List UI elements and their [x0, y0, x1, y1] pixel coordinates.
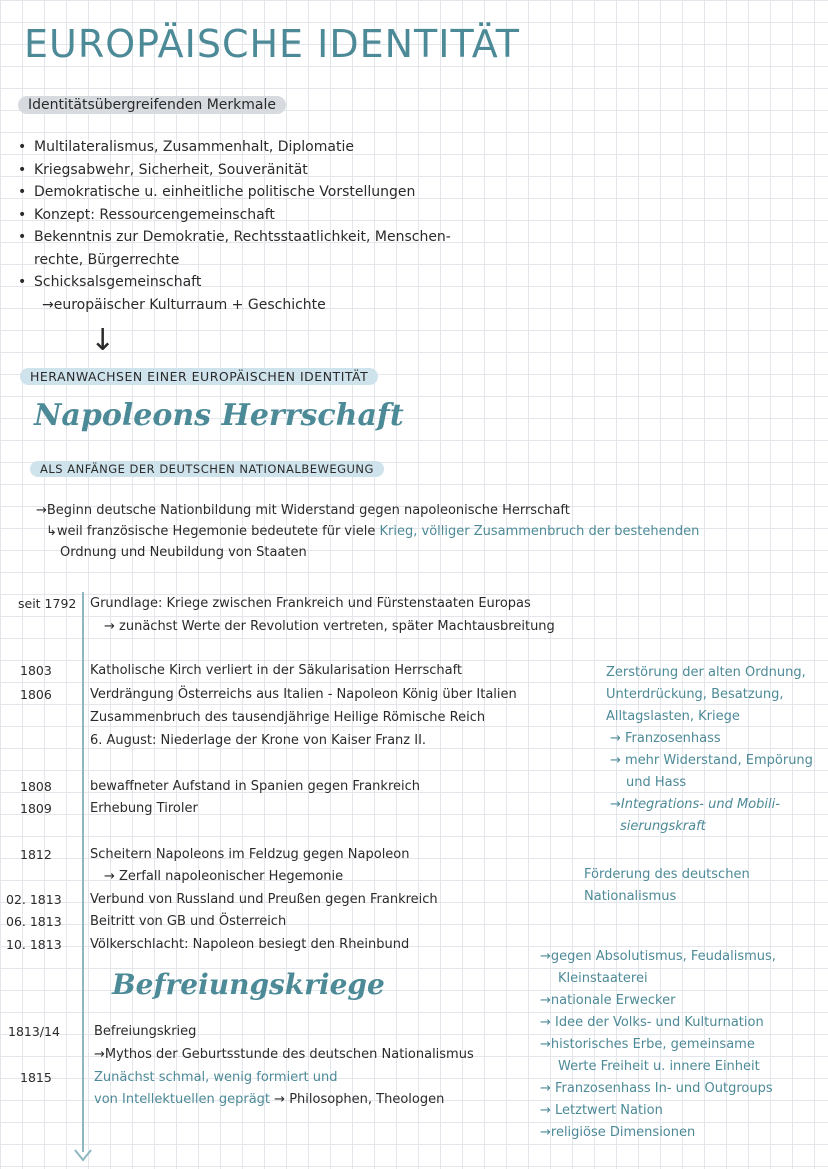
- note-line: sierungskraft: [620, 819, 706, 834]
- note-line: → Franzosenhass In- und Outgroups: [540, 1081, 773, 1096]
- event-1815-a: Zunächst schmal, wenig formiert und: [94, 1070, 338, 1085]
- section-heading-merkmale: [18, 94, 286, 113]
- note-line: → mehr Widerstand, Empörung: [610, 753, 813, 768]
- year-1813-14: 1813/14: [8, 1024, 60, 1039]
- year-1812: 1812: [20, 847, 52, 862]
- list-item: • Kriegsabwehr, Sicherheit, Souveränität: [18, 161, 308, 178]
- section-heading-heranwachsen: [20, 366, 378, 385]
- year-02-1813: 02. 1813: [6, 892, 62, 907]
- event-1806-b: Zusammenbruch des tausendjährige Heilige Römische Reich: [90, 710, 486, 725]
- arrow-down-icon: ↓: [90, 323, 116, 358]
- intro-line-1: →Beginn deutsche Nationbildung mit Widerstand gegen napoleonische Herrschaft: [36, 503, 570, 518]
- event-1792-b: → zunächst Werte der Revolution vertreten, später Machtausbreitung: [104, 619, 555, 634]
- note-line: Unterdrückung, Besatzung,: [606, 687, 784, 702]
- year-1803: 1803: [20, 663, 52, 678]
- note-line: →nationale Erwecker: [540, 993, 676, 1008]
- note-line: Werte Freiheit u. innere Einheit: [558, 1059, 760, 1074]
- year-1806: 1806: [20, 687, 52, 702]
- note-line: → Letztwert Nation: [540, 1103, 663, 1118]
- event-1813-b: →Mythos der Geburtsstunde des deutschen Nationalismus: [94, 1047, 474, 1062]
- merkmale-label: Identitätsübergreifenden Merkmale: [18, 96, 286, 114]
- note-line: → Franzosenhass: [610, 731, 721, 746]
- event-1812-a: Scheitern Napoleons im Feldzug gegen Napoleon: [90, 847, 410, 862]
- timeline-line: [82, 592, 84, 1152]
- merkmale-list: [18, 136, 451, 316]
- intro-line-3: Ordnung und Neubildung von Staaten: [60, 545, 307, 560]
- event-06-1813: Beitritt von GB und Österreich: [90, 914, 287, 929]
- note-line: →historisches Erbe, gemeinsame: [540, 1037, 755, 1052]
- event-1808: bewaffneter Aufstand in Spanien gegen Frankreich: [90, 779, 420, 794]
- list-item: • Schicksalsgemeinschaft: [18, 274, 202, 290]
- note-line: →gegen Absolutismus, Feudalismus,: [540, 949, 776, 964]
- list-item: • Multilateralismus, Zusammenhalt, Diplomatie: [18, 139, 354, 155]
- note-line: und Hass: [626, 775, 687, 790]
- event-1812-b: → Zerfall napoleonischer Hegemonie: [104, 869, 344, 884]
- note-line: Förderung des deutschen: [584, 867, 750, 882]
- list-item: • Demokratische u. einheitliche politische Vorstellungen: [18, 184, 416, 200]
- event-1815-b: von Intellektuellen geprägt → Philosophen, Theologen: [94, 1092, 445, 1107]
- note-line: Nationalismus: [584, 889, 677, 904]
- page-title: EUROPÄISCHE IDENTITÄT: [24, 22, 520, 66]
- note-foerderung: [584, 864, 750, 908]
- list-item-continuation: →europäischer Kulturraum + Geschichte: [42, 296, 326, 313]
- event-1809: Erhebung Tiroler: [90, 801, 198, 816]
- intro-paragraph: [36, 500, 699, 563]
- befreiungskriege-heading: Befreiungskriege: [112, 968, 385, 1001]
- event-1792-a: Grundlage: Kriege zwischen Frankreich und Fürstenstaaten Europas: [90, 596, 531, 611]
- year-1809: 1809: [20, 801, 52, 816]
- timeline-arrowhead-icon: [73, 1148, 93, 1164]
- napoleon-heading: Napoleons Herrschaft: [34, 398, 404, 433]
- year-1815: 1815: [20, 1070, 52, 1085]
- note-line: →religiöse Dimensionen: [540, 1125, 696, 1140]
- notes-befreiung: [540, 946, 776, 1144]
- event-1803: Katholische Kirch verliert in der Säkularisation Herrschaft: [90, 663, 463, 678]
- note-line: Alltagslasten, Kriege: [606, 709, 740, 724]
- year-1792: seit 1792: [18, 596, 77, 611]
- anfaenge-label: ALS ANFÄNGE DER DEUTSCHEN NATIONALBEWEGUNG: [30, 461, 384, 477]
- event-1806-a: Verdrängung Österreichs aus Italien - Napoleon König über Italien: [90, 687, 517, 702]
- list-item-continuation: rechte, Bürgerrechte: [34, 251, 180, 268]
- notes-napoleon: [606, 662, 813, 838]
- event-10-1813: Völkerschlacht: Napoleon besiegt den Rheinbund: [90, 937, 410, 952]
- event-1813-a: Befreiungskrieg: [94, 1024, 197, 1039]
- note-line: Kleinstaaterei: [558, 971, 648, 986]
- section-heading-anfaenge: [30, 458, 384, 477]
- intro-line-2: ↳weil französische Hegemonie bedeutete für viele Krieg, völliger Zusammenbruch der bestehenden: [46, 524, 700, 539]
- list-item: • Bekenntnis zur Demokratie, Rechtsstaatlichkeit, Menschen-: [18, 229, 451, 245]
- event-02-1813: Verbund von Russland und Preußen gegen Frankreich: [90, 892, 438, 907]
- heranwachsen-label: HERANWACHSEN EINER EUROPÄISCHEN IDENTITÄT: [20, 368, 378, 385]
- note-line: → Idee der Volks- und Kulturnation: [540, 1015, 764, 1030]
- year-06-1813: 06. 1813: [6, 914, 62, 929]
- year-10-1813: 10. 1813: [6, 937, 62, 952]
- event-1806-c: 6. August: Niederlage der Krone von Kaiser Franz II.: [90, 733, 427, 748]
- list-item: • Konzept: Ressourcengemeinschaft: [18, 206, 275, 223]
- note-line: →Integrations- und Mobili-: [610, 797, 780, 812]
- note-line: Zerstörung der alten Ordnung,: [606, 665, 806, 680]
- year-1808: 1808: [20, 779, 52, 794]
